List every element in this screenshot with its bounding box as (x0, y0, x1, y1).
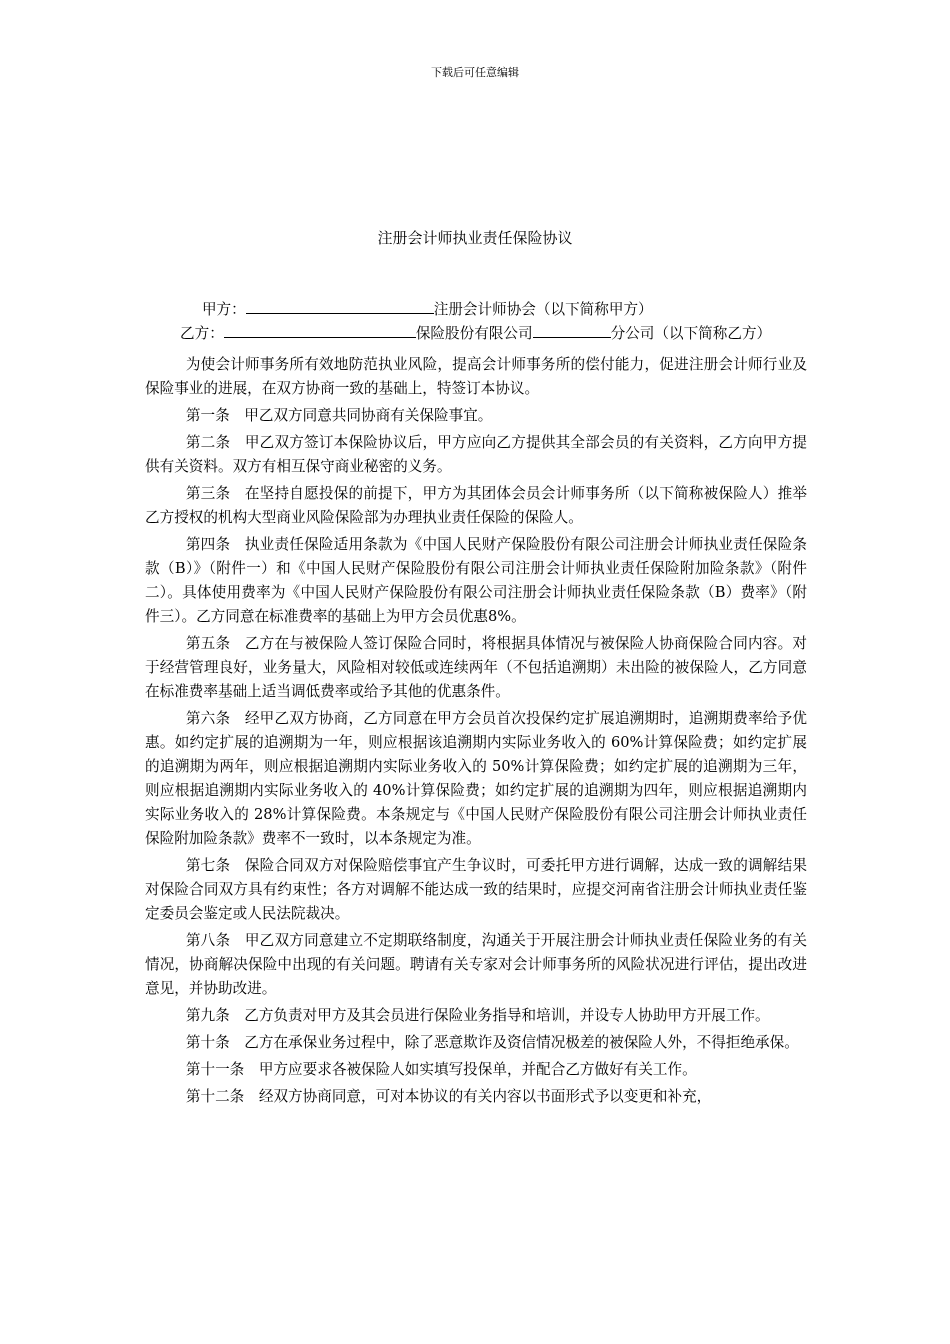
article-number: 第一条 (185, 407, 230, 424)
article-number: 第八条 (185, 932, 231, 949)
article-8 (145, 929, 807, 1001)
article-9 (145, 1004, 807, 1028)
article-4 (145, 533, 807, 629)
article-text: 甲乙双方同意建立不定期联络制度，沟通关于开展注册会计师执业责任保险业务的有关情况，协商解决保险中出现的有关问题。聘请有关专家对会计师事务所的风险状况进行评估，提出改进意见，并协助改进。 (145, 932, 807, 997)
article-number: 第六条 (185, 710, 231, 727)
article-2 (145, 431, 807, 479)
article-number: 第十一条 (185, 1061, 245, 1078)
article-number: 第五条 (185, 635, 231, 652)
article-number: 第二条 (185, 434, 231, 451)
article-number: 第十二条 (185, 1088, 245, 1105)
party-b-blank-company (224, 323, 416, 338)
article-number: 第七条 (185, 857, 231, 874)
article-text: 执业责任保险适用条款为《中国人民财产保险股份有限公司注册会计师执业责任保险条款（B）》（附件一）和《中国人民财产保险股份有限公司注册会计师执业责任保险附加险条款》（附件二）。具体使用费率为《中国人民财产保险股份有限公司注册会计师执业责任保险条款（B）费率》（附件三）。乙方同意在标准费率的基础上为甲方会员优惠8%。 (145, 536, 807, 625)
article-number: 第十条 (185, 1034, 230, 1051)
article-3 (145, 482, 807, 530)
preamble: 为使会计师事务所有效地防范执业风险，提高会计师事务所的偿付能力，促进注册会计师行业及保险事业的进展，在双方协商一致的基础上，特签订本协议。 (145, 356, 807, 397)
party-b-mid: 保险股份有限公司 (415, 325, 533, 342)
article-7 (145, 854, 807, 926)
document-body (145, 298, 807, 1112)
party-b-suffix: 分公司（以下简称乙方） (610, 325, 772, 342)
article-text: 保险合同双方对保险赔偿事宜产生争议时，可委托甲方进行调解，达成一致的调解结果对保险合同双方具有约束性；各方对调解不能达成一致的结果时，应提交河南省注册会计师执业责任鉴定委员会鉴定或人民法院裁决。 (145, 857, 807, 922)
article-5 (145, 632, 807, 704)
party-b-line (145, 322, 807, 346)
party-a-label: 甲方： (201, 301, 246, 318)
article-text: 经甲乙双方协商，乙方同意在甲方会员首次投保约定扩展追溯期时，追溯期费率给予优惠。如约定扩展的追溯期为一年，则应根据该追溯期内实际业务收入的 60%计算保险费；如约定扩展的追溯期为两年，则应根据追溯期内实际业务收入的 50%计算保险费；如约定扩展的追溯期为三年，则应根据追溯期内实际业务收入的 40%计算保险费；如约定扩展的追溯期为四年，则应根据追溯期内实际业务收入的 28%计算保险费。本条规定与《中国人民财产保险股份有限公司注册会计师执业责任保险附加险条款》费率不一致时，以本条规定为准。 (145, 710, 807, 847)
article-text: 经双方协商同意，可对本协议的有关内容以书面形式予以变更和补充， (258, 1088, 712, 1105)
party-a-blank (246, 299, 434, 314)
article-number: 第三条 (185, 485, 231, 502)
article-text: 乙方在与被保险人签订保险合同时，将根据具体情况与被保险人协商保险合同内容。对于经营管理良好，业务量大，风险相对较低或连续两年（不包括追溯期）未出险的被保险人，乙方同意在标准费率基础上适当调低费率或给予其他的优惠条件。 (145, 635, 807, 700)
article-number: 第四条 (185, 536, 231, 553)
party-b-label: 乙方： (180, 325, 224, 342)
article-6 (145, 707, 807, 851)
article-text: 乙方负责对甲方及其会员进行保险业务指导和培训，并设专人协助甲方开展工作。 (244, 1007, 770, 1024)
article-11 (145, 1058, 807, 1082)
party-b-blank-branch (533, 323, 611, 338)
party-a-line (145, 298, 807, 322)
article-number: 第九条 (185, 1007, 230, 1024)
article-text: 在坚持自愿投保的前提下，甲方为其团体会员会计师事务所（以下简称被保险人）推举乙方授权的机构大型商业风险保险部为办理执业责任保险的保险人。 (145, 485, 807, 526)
article-text: 乙方在承保业务过程中，除了恶意欺诈及资信情况极差的被保险人外，不得拒绝承保。 (244, 1034, 799, 1051)
article-1 (145, 404, 807, 428)
document-title: 注册会计师执业责任保险协议 (377, 229, 573, 247)
article-text: 甲乙双方同意共同协商有关保险事宜。 (244, 407, 493, 424)
header-note: 下载后可任意编辑 (431, 66, 519, 79)
article-12 (145, 1085, 807, 1109)
party-a-suffix: 注册会计师协会（以下简称甲方） (433, 301, 653, 318)
article-text: 甲方应要求各被保险人如实填写投保单，并配合乙方做好有关工作。 (258, 1061, 697, 1078)
article-text: 甲乙双方签订本保险协议后，甲方应向乙方提供其全部会员的有关资料，乙方向甲方提供有关资料。双方有相互保守商业秘密的义务。 (145, 434, 807, 475)
article-10 (145, 1031, 807, 1055)
